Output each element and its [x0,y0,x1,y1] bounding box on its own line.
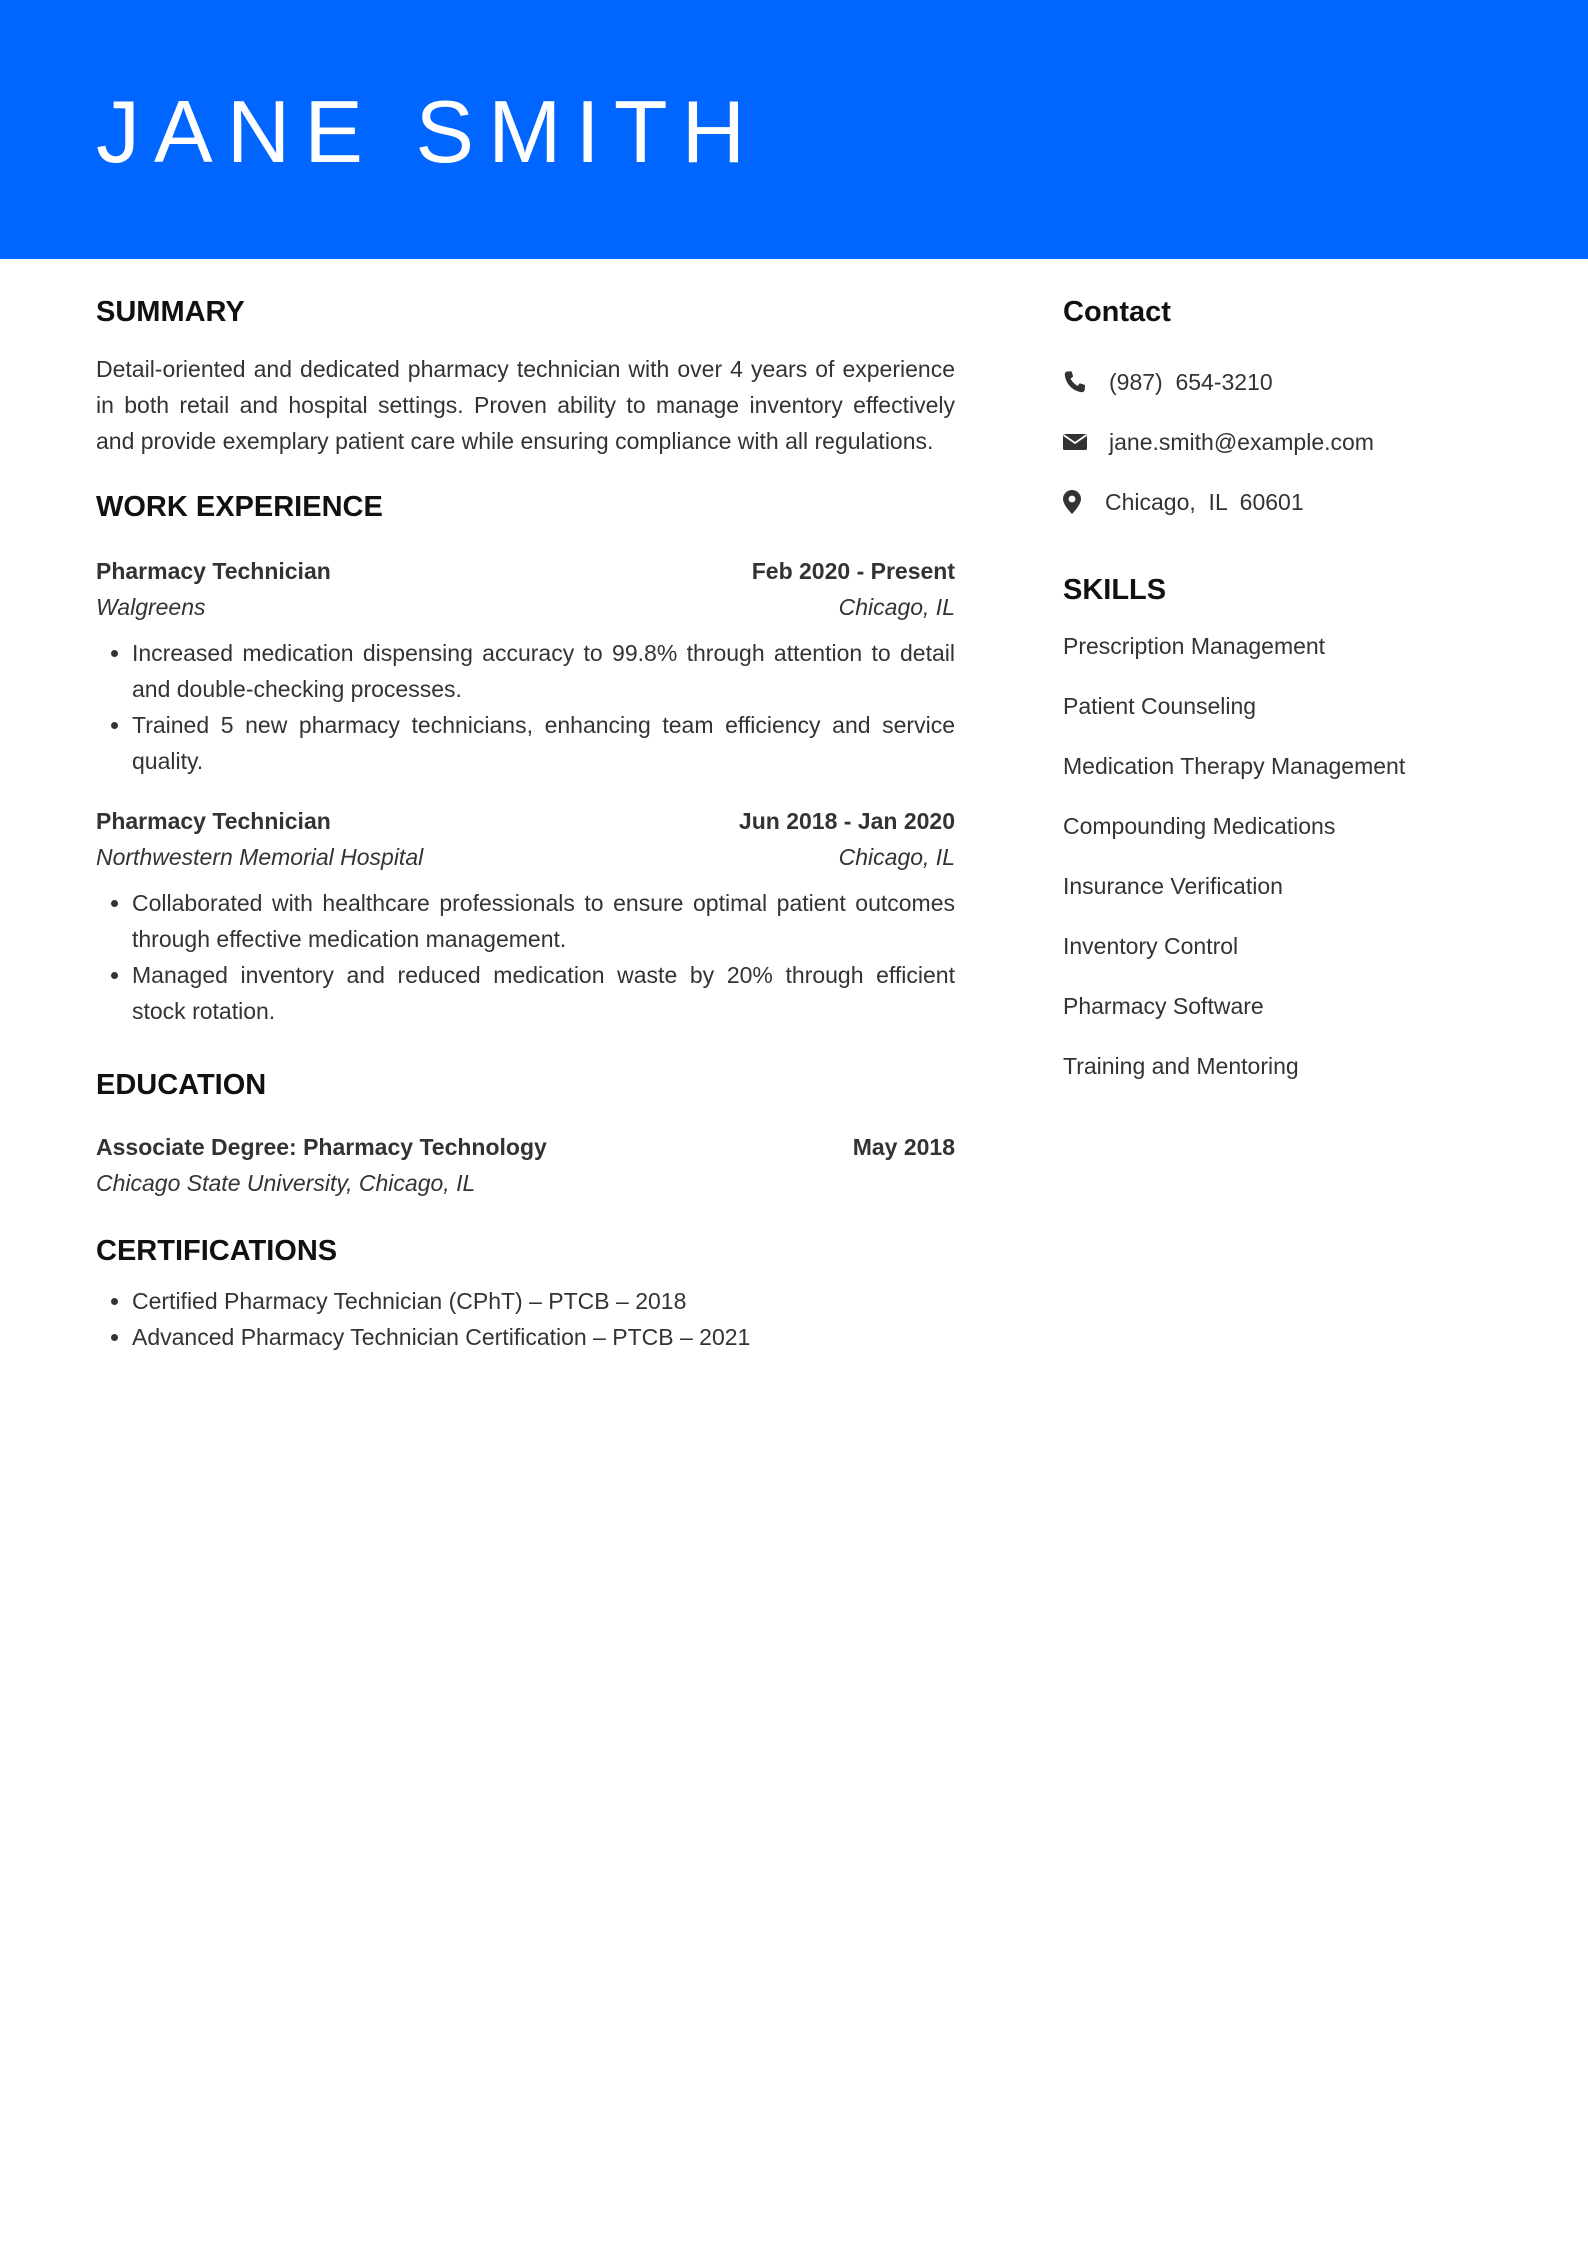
phone-icon [1063,369,1089,395]
main-column [96,290,955,1355]
job-entry [96,803,955,1029]
degree: Associate Degree: Pharmacy Technology [96,1134,547,1160]
job-bullet: • Collaborated with healthcare professionals to ensure optimal patient outcomes through effective medication management. [132,885,955,957]
summary-section [96,290,955,459]
skill-item: Prescription Management [1063,633,1326,659]
education-entry [96,1129,955,1201]
job-location: Chicago, IL [838,844,955,870]
certifications-title: CERTIFICATIONS [96,1235,338,1267]
job-bullets [96,885,955,1029]
contact-title: Contact [1063,296,1171,328]
map-pin-icon [1063,489,1089,515]
school: Chicago State University, Chicago, IL [96,1170,476,1196]
job-role: Pharmacy Technician [96,558,331,584]
summary-text: Detail-oriented and dedicated pharmacy technician with over 4 years of experience in both retail and hospital settings. Proven ability to manage inventory effectively and provide exemplary patient care while ensuring compliance with all regulations. [96,356,955,454]
skills-title: SKILLS [1063,574,1167,606]
contact-phone [1063,364,1513,400]
phone-number: (987) 654-3210 [1109,368,1273,395]
job-dates: Feb 2020 - Present [751,558,955,584]
job-role: Pharmacy Technician [96,808,331,834]
work-experience-section [96,485,955,1029]
education-title: EDUCATION [96,1069,267,1101]
job-bullet: • Trained 5 new pharmacy technicians, enhancing team efficiency and service quality. [132,707,955,779]
contact-list [1063,364,1513,520]
sidebar-column [1063,290,1513,1108]
certification-item: • Advanced Pharmacy Technician Certification – PTCB – 2021 [132,1319,955,1355]
skill-item: Training and Mentoring [1063,1053,1299,1079]
job-dates: Jun 2018 - Jan 2020 [738,808,955,834]
skill-item: Inventory Control [1063,933,1239,959]
skill-item: Medication Therapy Management [1063,753,1406,779]
location-text: Chicago, IL 60601 [1105,488,1304,515]
skill-item: Insurance Verification [1063,873,1283,899]
graduation-date: May 2018 [852,1134,955,1160]
certification-item: • Certified Pharmacy Technician (CPhT) – PTCB – 2018 [132,1283,955,1319]
contact-location [1063,484,1513,520]
certifications-section [96,1229,955,1355]
job-location: Chicago, IL [838,594,955,620]
job-company: Northwestern Memorial Hospital [96,844,424,870]
email-address: jane.smith@example.com [1109,428,1374,455]
job-entry [96,553,955,779]
job-bullet: • Increased medication dispensing accuracy to 99.8% through attention to detail and double-checking processes. [132,635,955,707]
education-section [96,1063,955,1201]
job-company: Walgreens [96,594,206,620]
job-bullet: • Managed inventory and reduced medication waste by 20% through efficient stock rotation. [132,957,955,1029]
candidate-name: JANE SMITH [96,82,760,181]
summary-title: SUMMARY [96,296,245,328]
skill-item: Pharmacy Software [1063,993,1264,1019]
skill-item: Compounding Medications [1063,813,1336,839]
job-bullets [96,635,955,779]
header-banner [0,0,1588,259]
contact-email [1063,424,1513,460]
certification-list [96,1283,955,1355]
work-experience-title: WORK EXPERIENCE [96,491,383,523]
skill-list [1063,628,1513,1084]
envelope-icon [1063,429,1089,455]
skill-item: Patient Counseling [1063,693,1257,719]
